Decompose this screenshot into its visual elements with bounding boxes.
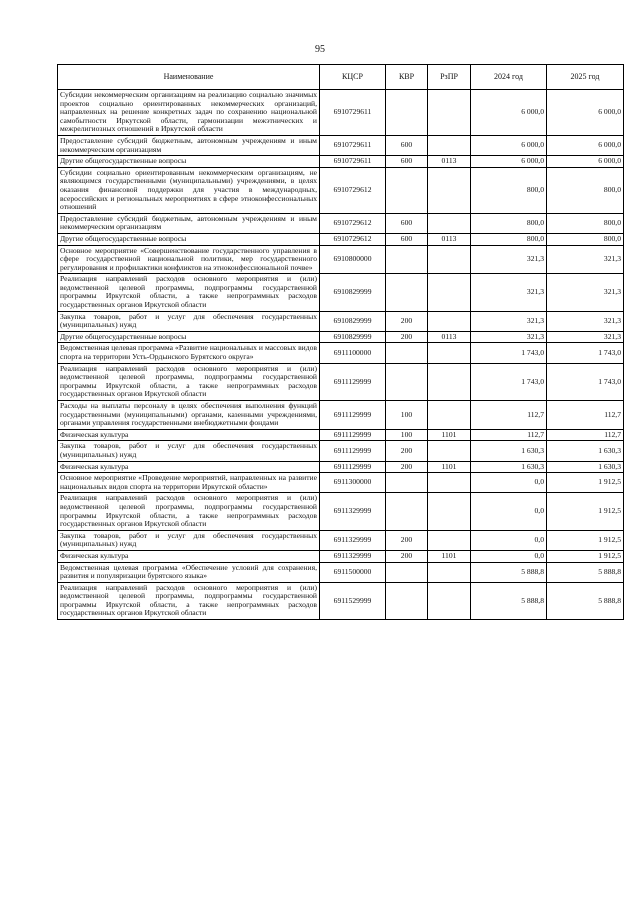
- row-kcsr: 6910729612: [320, 167, 386, 213]
- row-rzpr: 1101: [428, 461, 471, 473]
- row-value-2025: 321,3: [547, 245, 624, 274]
- table-row: [58, 582, 624, 619]
- row-name: Ведомственная целевая программа «Развитие национальных и массовых видов спорта на территории Усть-Ордынского Бурятского округа»: [58, 343, 320, 363]
- row-kvr: 100: [386, 429, 428, 441]
- row-kvr: [386, 493, 428, 530]
- row-value-2025: 6 000,0: [547, 156, 624, 168]
- row-kcsr: 6911329999: [320, 550, 386, 562]
- row-rzpr: [428, 582, 471, 619]
- row-rzpr: [428, 90, 471, 136]
- row-kvr: [386, 582, 428, 619]
- row-name: Субсидии социально ориентированным некоммерческим организациям, не являющимся государственными (муниципальными) учреждениями, в целях оказания финансовой поддержки для участия в международных, всероссийских и региональных мероприятиях в сфере этноконфессиональных отношений: [58, 167, 320, 213]
- row-kcsr: 6911329999: [320, 530, 386, 550]
- row-kcsr: 6911100000: [320, 343, 386, 363]
- row-kcsr: 6910829999: [320, 331, 386, 343]
- row-value-2024: 800,0: [471, 167, 547, 213]
- table-row: [58, 493, 624, 530]
- table-row: [58, 274, 624, 311]
- column-header-kvr: КВР: [386, 65, 428, 90]
- row-kvr: [386, 473, 428, 493]
- row-kcsr: 6911329999: [320, 493, 386, 530]
- row-rzpr: [428, 363, 471, 400]
- row-value-2024: 5 888,8: [471, 582, 547, 619]
- row-rzpr: 1101: [428, 429, 471, 441]
- row-value-2025: 6 000,0: [547, 135, 624, 155]
- row-kvr: [386, 167, 428, 213]
- row-kvr: 600: [386, 135, 428, 155]
- table-row: [58, 461, 624, 473]
- row-kcsr: 6910729611: [320, 90, 386, 136]
- row-kcsr: 6910829999: [320, 311, 386, 331]
- row-rzpr: [428, 311, 471, 331]
- row-name: Реализация направлений расходов основного мероприятия и (или) ведомственной целевой программы, подпрограммы государственной программы Иркутской области, а также непрограммных расходов государственных органов Иркутской области: [58, 582, 320, 619]
- table-row: [58, 331, 624, 343]
- row-kcsr: 6911129999: [320, 429, 386, 441]
- row-kcsr: 6910800000: [320, 245, 386, 274]
- row-name: Другие общегосударственные вопросы: [58, 156, 320, 168]
- row-value-2025: 1 630,3: [547, 461, 624, 473]
- row-name: Реализация направлений расходов основного мероприятия и (или) ведомственной целевой программы, подпрограммы государственной программы Иркутской области, а также непрограммных расходов государственных органов Иркутской области: [58, 274, 320, 311]
- row-name: Другие общегосударственные вопросы: [58, 331, 320, 343]
- row-value-2024: 1 743,0: [471, 363, 547, 400]
- row-kcsr: 6911129999: [320, 441, 386, 461]
- column-header-name: Наименование: [58, 65, 320, 90]
- row-kvr: [386, 274, 428, 311]
- row-rzpr: 0113: [428, 331, 471, 343]
- row-kvr: [386, 343, 428, 363]
- row-value-2025: 1 912,5: [547, 550, 624, 562]
- row-kcsr: 6911129999: [320, 461, 386, 473]
- row-rzpr: 1101: [428, 550, 471, 562]
- row-kvr: 200: [386, 461, 428, 473]
- row-value-2024: 0,0: [471, 530, 547, 550]
- table-row: [58, 429, 624, 441]
- row-rzpr: [428, 213, 471, 233]
- row-name: Физическая культура: [58, 550, 320, 562]
- table-row: [58, 156, 624, 168]
- row-value-2025: 5 888,8: [547, 582, 624, 619]
- row-name: Физическая культура: [58, 429, 320, 441]
- table-row: [58, 562, 624, 582]
- row-value-2024: 321,3: [471, 245, 547, 274]
- row-value-2024: 0,0: [471, 493, 547, 530]
- row-rzpr: 0113: [428, 233, 471, 245]
- row-rzpr: [428, 167, 471, 213]
- row-rzpr: [428, 441, 471, 461]
- row-value-2025: 321,3: [547, 331, 624, 343]
- page-number: 95: [315, 44, 325, 55]
- row-kcsr: 6910729611: [320, 135, 386, 155]
- row-name: Закупка товаров, работ и услуг для обеспечения государственных (муниципальных) нужд: [58, 311, 320, 331]
- table-row: [58, 90, 624, 136]
- row-kcsr: 6910829999: [320, 274, 386, 311]
- row-kvr: [386, 363, 428, 400]
- table-row: [58, 473, 624, 493]
- row-name: Закупка товаров, работ и услуг для обеспечения государственных (муниципальных) нужд: [58, 530, 320, 550]
- row-value-2024: 321,3: [471, 331, 547, 343]
- row-name: Основное мероприятие «Проведение мероприятий, направленных на развитие национальных видов спорта на территории Иркутской области»: [58, 473, 320, 493]
- row-name: Физическая культура: [58, 461, 320, 473]
- column-header-kcsr: КЦСР: [320, 65, 386, 90]
- row-name: Субсидии некоммерческим организациям на реализацию социально значимых проектов социально ориентированных некоммерческих организаций, направленных на решение конкретных задач по сохранению национальной самобытности Иркутской области, гармонизации межэтнических и межрелигиозных отношений в Иркутской области: [58, 90, 320, 136]
- row-value-2024: 800,0: [471, 233, 547, 245]
- row-rzpr: [428, 530, 471, 550]
- row-kvr: 600: [386, 233, 428, 245]
- row-rzpr: [428, 401, 471, 430]
- row-value-2024: 800,0: [471, 213, 547, 233]
- row-kcsr: 6911529999: [320, 582, 386, 619]
- row-kcsr: 6911300000: [320, 473, 386, 493]
- row-kvr: [386, 562, 428, 582]
- table-header-row: [58, 65, 624, 90]
- table-row: [58, 167, 624, 213]
- row-rzpr: [428, 343, 471, 363]
- row-name: Другие общегосударственные вопросы: [58, 233, 320, 245]
- row-kvr: 200: [386, 331, 428, 343]
- row-value-2025: 800,0: [547, 233, 624, 245]
- row-value-2025: 5 888,8: [547, 562, 624, 582]
- row-kvr: [386, 245, 428, 274]
- row-kcsr: 6910729612: [320, 233, 386, 245]
- row-value-2024: 0,0: [471, 473, 547, 493]
- row-value-2025: 1 912,5: [547, 473, 624, 493]
- row-name: Предоставление субсидий бюджетным, автономным учреждениям и иным некоммерческим организациям: [58, 213, 320, 233]
- row-value-2025: 321,3: [547, 311, 624, 331]
- row-kvr: 200: [386, 311, 428, 331]
- table-row: [58, 363, 624, 400]
- row-value-2025: 1 630,3: [547, 441, 624, 461]
- row-name: Предоставление субсидий бюджетным, автономным учреждениям и иным некоммерческим организациям: [58, 135, 320, 155]
- row-value-2025: 800,0: [547, 213, 624, 233]
- row-kvr: 600: [386, 213, 428, 233]
- row-value-2025: 800,0: [547, 167, 624, 213]
- row-kcsr: 6911129999: [320, 363, 386, 400]
- row-value-2024: 321,3: [471, 274, 547, 311]
- row-kvr: 100: [386, 401, 428, 430]
- row-kcsr: 6910729611: [320, 156, 386, 168]
- row-name: Расходы на выплаты персоналу в целях обеспечения выполнения функций государственными (муниципальными) органами, казенными учреждениями, органами управления государственными внебюджетными фондами: [58, 401, 320, 430]
- column-header-2024: 2024 год: [471, 65, 547, 90]
- row-value-2025: 321,3: [547, 274, 624, 311]
- row-value-2025: 1 912,5: [547, 530, 624, 550]
- row-value-2024: 1 630,3: [471, 461, 547, 473]
- row-value-2024: 112,7: [471, 401, 547, 430]
- row-value-2025: 1 912,5: [547, 493, 624, 530]
- row-name: Ведомственная целевая программа «Обеспечение условий для сохранения, развития и популяризации бурятского языка»: [58, 562, 320, 582]
- row-kcsr: 6911500000: [320, 562, 386, 582]
- row-value-2024: 6 000,0: [471, 156, 547, 168]
- table-row: [58, 245, 624, 274]
- table-row: [58, 550, 624, 562]
- table-row: [58, 441, 624, 461]
- row-kcsr: 6911129999: [320, 401, 386, 430]
- table-row: [58, 343, 624, 363]
- row-rzpr: [428, 245, 471, 274]
- row-value-2024: 0,0: [471, 550, 547, 562]
- table-row: [58, 233, 624, 245]
- table-row: [58, 311, 624, 331]
- row-kvr: [386, 90, 428, 136]
- row-value-2025: 1 743,0: [547, 363, 624, 400]
- row-value-2024: 321,3: [471, 311, 547, 331]
- row-value-2025: 112,7: [547, 429, 624, 441]
- row-value-2025: 6 000,0: [547, 90, 624, 136]
- table-row: [58, 530, 624, 550]
- row-kvr: 200: [386, 441, 428, 461]
- column-header-2025: 2025 год: [547, 65, 624, 90]
- row-kcsr: 6910729612: [320, 213, 386, 233]
- row-rzpr: 0113: [428, 156, 471, 168]
- row-name: Реализация направлений расходов основного мероприятия и (или) ведомственной целевой программы, подпрограммы государственной программы Иркутской области, а также непрограммных расходов государственных органов Иркутской области: [58, 363, 320, 400]
- row-rzpr: [428, 493, 471, 530]
- row-value-2024: 5 888,8: [471, 562, 547, 582]
- table-row: [58, 213, 624, 233]
- row-value-2024: 6 000,0: [471, 135, 547, 155]
- row-rzpr: [428, 274, 471, 311]
- row-value-2024: 1 630,3: [471, 441, 547, 461]
- row-kvr: 200: [386, 550, 428, 562]
- row-value-2025: 1 743,0: [547, 343, 624, 363]
- table-row: [58, 401, 624, 430]
- table-row: [58, 135, 624, 155]
- row-kvr: 200: [386, 530, 428, 550]
- row-rzpr: [428, 135, 471, 155]
- row-rzpr: [428, 473, 471, 493]
- row-name: Закупка товаров, работ и услуг для обеспечения государственных (муниципальных) нужд: [58, 441, 320, 461]
- row-kvr: 600: [386, 156, 428, 168]
- row-name: Реализация направлений расходов основного мероприятия и (или) ведомственной целевой программы, подпрограммы государственной программы Иркутской области, а также непрограммных расходов государственных органов Иркутской области: [58, 493, 320, 530]
- column-header-rzpr: РзПР: [428, 65, 471, 90]
- row-name: Основное мероприятие «Совершенствование государственного управления в сфере государственной национальной политики, мер государственного регулирования и профилактики конфликтов на этноконфессиональной почве»: [58, 245, 320, 274]
- row-value-2024: 112,7: [471, 429, 547, 441]
- row-value-2024: 6 000,0: [471, 90, 547, 136]
- row-rzpr: [428, 562, 471, 582]
- row-value-2025: 112,7: [547, 401, 624, 430]
- budget-table: [57, 64, 624, 620]
- row-value-2024: 1 743,0: [471, 343, 547, 363]
